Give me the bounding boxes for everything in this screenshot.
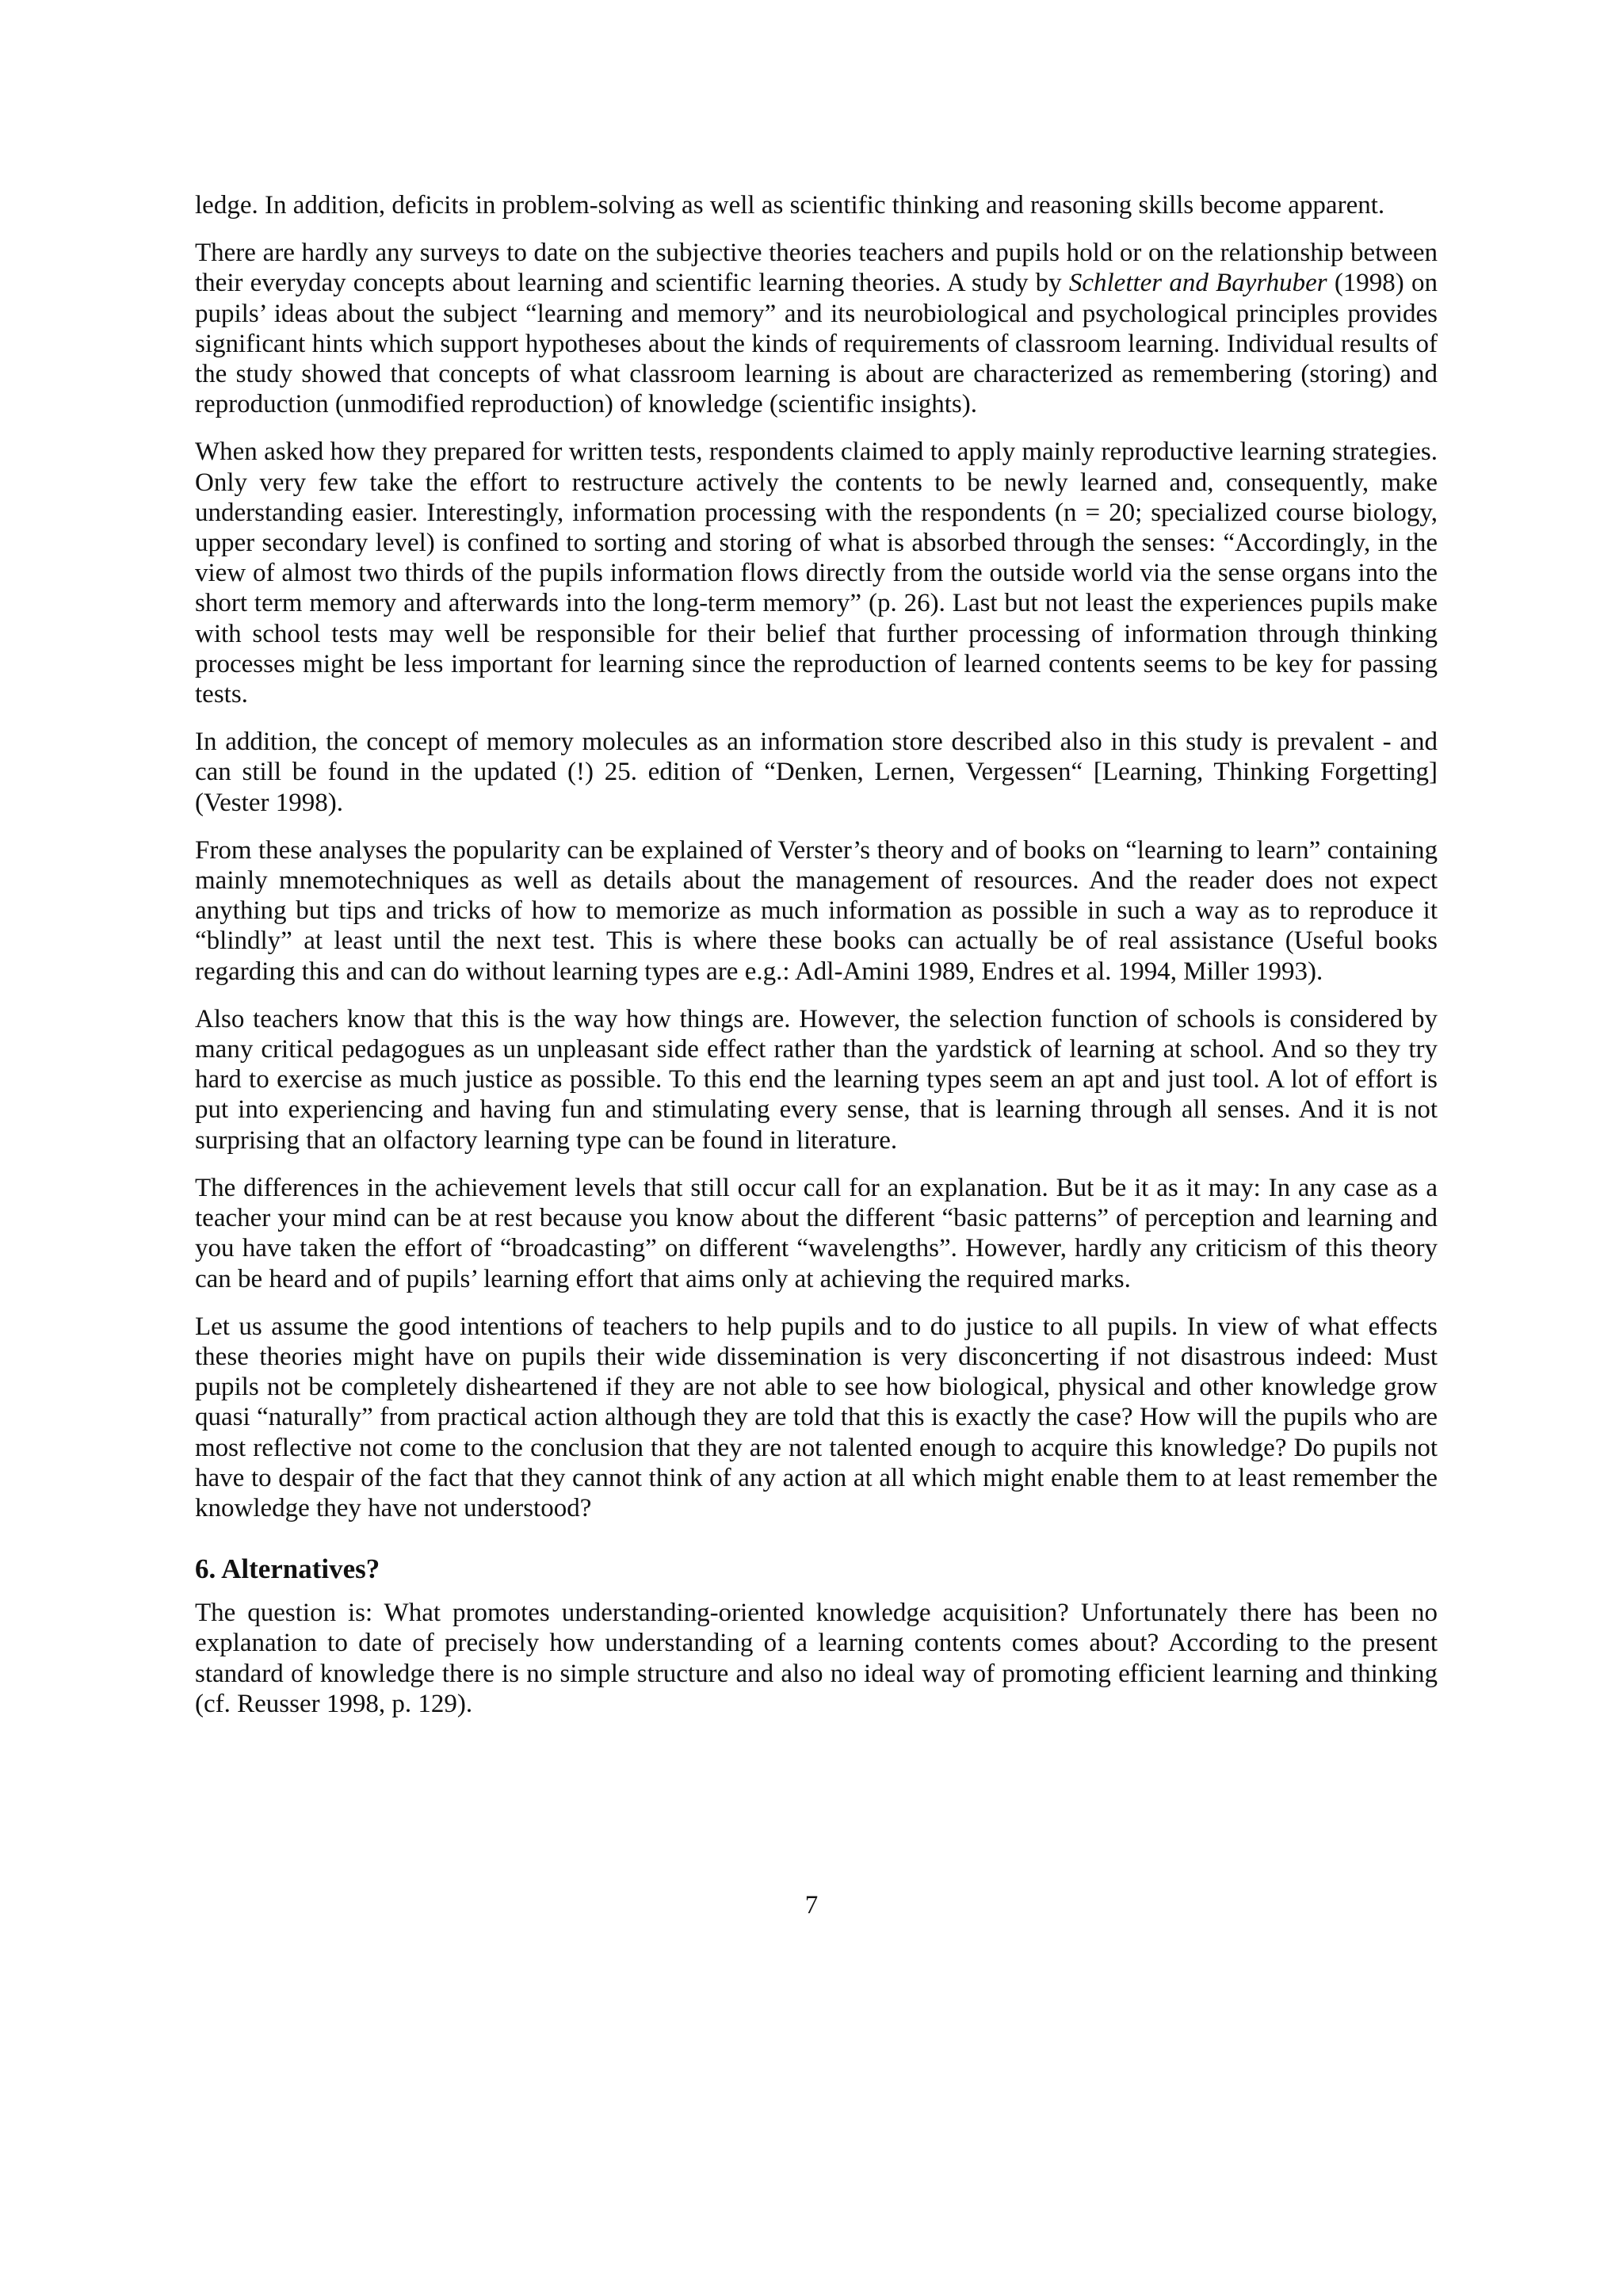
text-segment: Also teachers know that this is the way how things are. However, the selection function of schools is considered by many critical pedagogues as un unpleasant side effect rather than the yardstick of learning at school. And so they try hard to exercise as much justice as possible. To this end the learning types seem an apt and just tool. A lot of effort is put into experiencing and having fun and stimulating every sense, that is learning through all senses. And it is not surprising that an olfactory learning type can be found in literature. <box>195 1004 1438 1155</box>
paragraph <box>195 1173 1438 1294</box>
text-segment: Let us assume the good intentions of teachers to help pupils and to do justice to all pupils. In view of what effects these theories might have on pupils their wide dissemination is very disconcerting if not disastrous indeed: Must pupils not be completely disheartened if they are not able to see how biological, physical and other knowledge grow quasi “naturally” from practical action although they are told that this is exactly the case? How will the pupils who are most reflective not come to the conclusion that they are not talented enough to acquire this knowledge? Do pupils not have to despair of the fact that they cannot think of any action at all which might enable them to at least remember the knowledge they have not understood? <box>195 1312 1438 1522</box>
text-segment: The question is: What promotes understanding-oriented knowledge acquisition? Unfortunately there has been no explanation to date of precisely how understanding of a learning contents comes about? According to the present standard of knowledge there is no simple structure and also no ideal way of promoting efficient learning and thinking (cf. Reusser 1998, p. 129). <box>195 1599 1438 1718</box>
paragraph <box>195 190 1438 220</box>
text-segment: In addition, the concept of memory molecules as an information store described also in this study is prevalent - and can still be found in the updated (!) 25. edition of “Denken, Lernen, Vergessen“ [Learning, Thinking Forgetting] (Vester 1998). <box>195 728 1438 817</box>
text-segment: When asked how they prepared for written tests, respondents claimed to apply mainly reproductive learning strategies. Only very few take the effort to restructure actively the contents to be newly learned and, consequently, make understanding easier. Interestingly, information processing with the respondents (n = 20; specialized course biology, upper secondary level) is confined to sorting and storing of what is absorbed through the senses: “Accordingly, in the view of almost two thirds of the pupils information flows directly from the outside world via the sense organs into the short term memory and afterwards into the long-term memory” (p. 26). Last but not least the experiences pupils make with school tests may well be responsible for their belief that further processing of information through thinking processes might be less important for learning since the reproduction of learned contents seems to be key for passing tests. <box>195 437 1438 709</box>
body-text <box>195 190 1438 1523</box>
italic-text: Schletter and Bayrhuber <box>1068 269 1327 298</box>
document-page <box>195 190 1438 1736</box>
paragraph <box>195 1312 1438 1523</box>
text-segment: ledge. In addition, deficits in problem-solving as well as scientific thinking and reasoning skills become apparent. <box>195 191 1385 220</box>
paragraph <box>195 727 1438 818</box>
text-segment: The differences in the achievement levels that still occur call for an explanation. But be it as it may: In any case as a teacher your mind can be at rest because you know about the different “basic patterns” of perception and learning and you have taken the effort of “broadcasting” on different “wavelengths”. However, hardly any criticism of this theory can be heard and of pupils’ learning effort that aims only at achieving the required marks. <box>195 1173 1438 1293</box>
section-heading: 6. Alternatives? <box>195 1553 380 1585</box>
text-segment: From these analyses the popularity can be explained of Verster’s theory and of books on “learning to learn” containing mainly mnemotechniques as well as details about the management of resources. And the reader does not expect anything but tips and tricks of how to memorize as much information as possible in such a way as to reproduce it “blindly” at least until the next test. This is where these books can actually be of real assistance (Useful books regarding this and can do without learning types are e.g.: Adl-Amini 1989, Endres et al. 1994, Miller 1993). <box>195 835 1438 986</box>
text-segment: There are hardly any surveys to date on the subjective theories teachers and pupils hold or on the relationship between their everyday concepts about learning and scientific learning theories. A study by <box>195 239 1438 298</box>
text-segment: (1998) on pupils’ ideas about the subject “learning and memory” and its neurobiological and psychological principles provides significant hints which support hypotheses about the kinds of requirements of classroom learning. Individual results of the study showed that concepts of what classroom learning is about are characterized as remembering (storing) and reproduction (unmodified reproduction) of knowledge (scientific insights). <box>195 269 1438 419</box>
paragraph <box>195 238 1438 419</box>
paragraph <box>195 835 1438 987</box>
page-number: 7 <box>804 1891 819 1920</box>
paragraph <box>195 437 1438 709</box>
paragraph <box>195 1598 1438 1719</box>
paragraph <box>195 1004 1438 1156</box>
section-body <box>195 1598 1438 1719</box>
